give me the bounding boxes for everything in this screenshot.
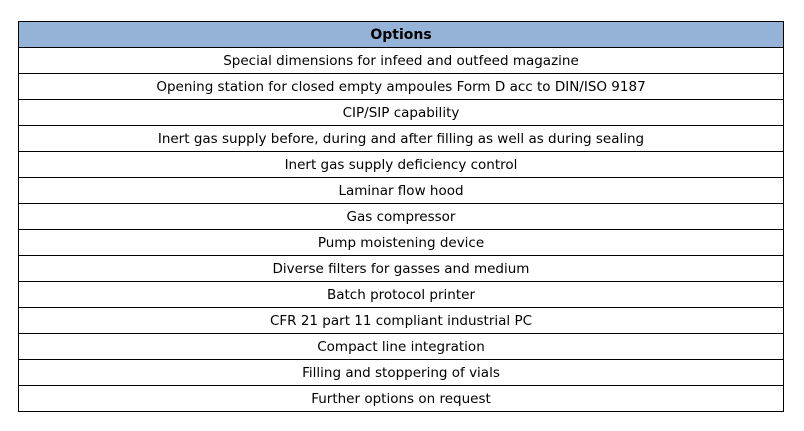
table-row (19, 386, 784, 412)
table-row (19, 334, 784, 360)
table-cell: Inert gas supply before, during and after filling as well as during sealing (19, 126, 784, 152)
table-cell: Special dimensions for infeed and outfeed magazine (19, 48, 784, 74)
table-cell: Filling and stoppering of vials (19, 360, 784, 386)
table-cell: CFR 21 part 11 compliant industrial PC (19, 308, 784, 334)
table-cell: Opening station for closed empty ampoules Form D acc to DIN/ISO 9187 (19, 74, 784, 100)
options-table (18, 21, 784, 412)
table-row (19, 308, 784, 334)
table-cell: Diverse filters for gasses and medium (19, 256, 784, 282)
table-row (19, 230, 784, 256)
table-cell: Batch protocol printer (19, 282, 784, 308)
table-cell: CIP/SIP capability (19, 100, 784, 126)
table-row (19, 204, 784, 230)
table-cell: Pump moistening device (19, 230, 784, 256)
table-row (19, 178, 784, 204)
table-row (19, 282, 784, 308)
table-row (19, 74, 784, 100)
table-row (19, 100, 784, 126)
table-row (19, 48, 784, 74)
table-cell: Inert gas supply deficiency control (19, 152, 784, 178)
table-row (19, 256, 784, 282)
table-header-row (19, 22, 784, 48)
table-cell: Laminar flow hood (19, 178, 784, 204)
table-row (19, 152, 784, 178)
table-row (19, 126, 784, 152)
options-header: Options (19, 22, 784, 48)
table-cell: Gas compressor (19, 204, 784, 230)
table-row (19, 360, 784, 386)
table-cell: Compact line integration (19, 334, 784, 360)
table-cell: Further options on request (19, 386, 784, 412)
